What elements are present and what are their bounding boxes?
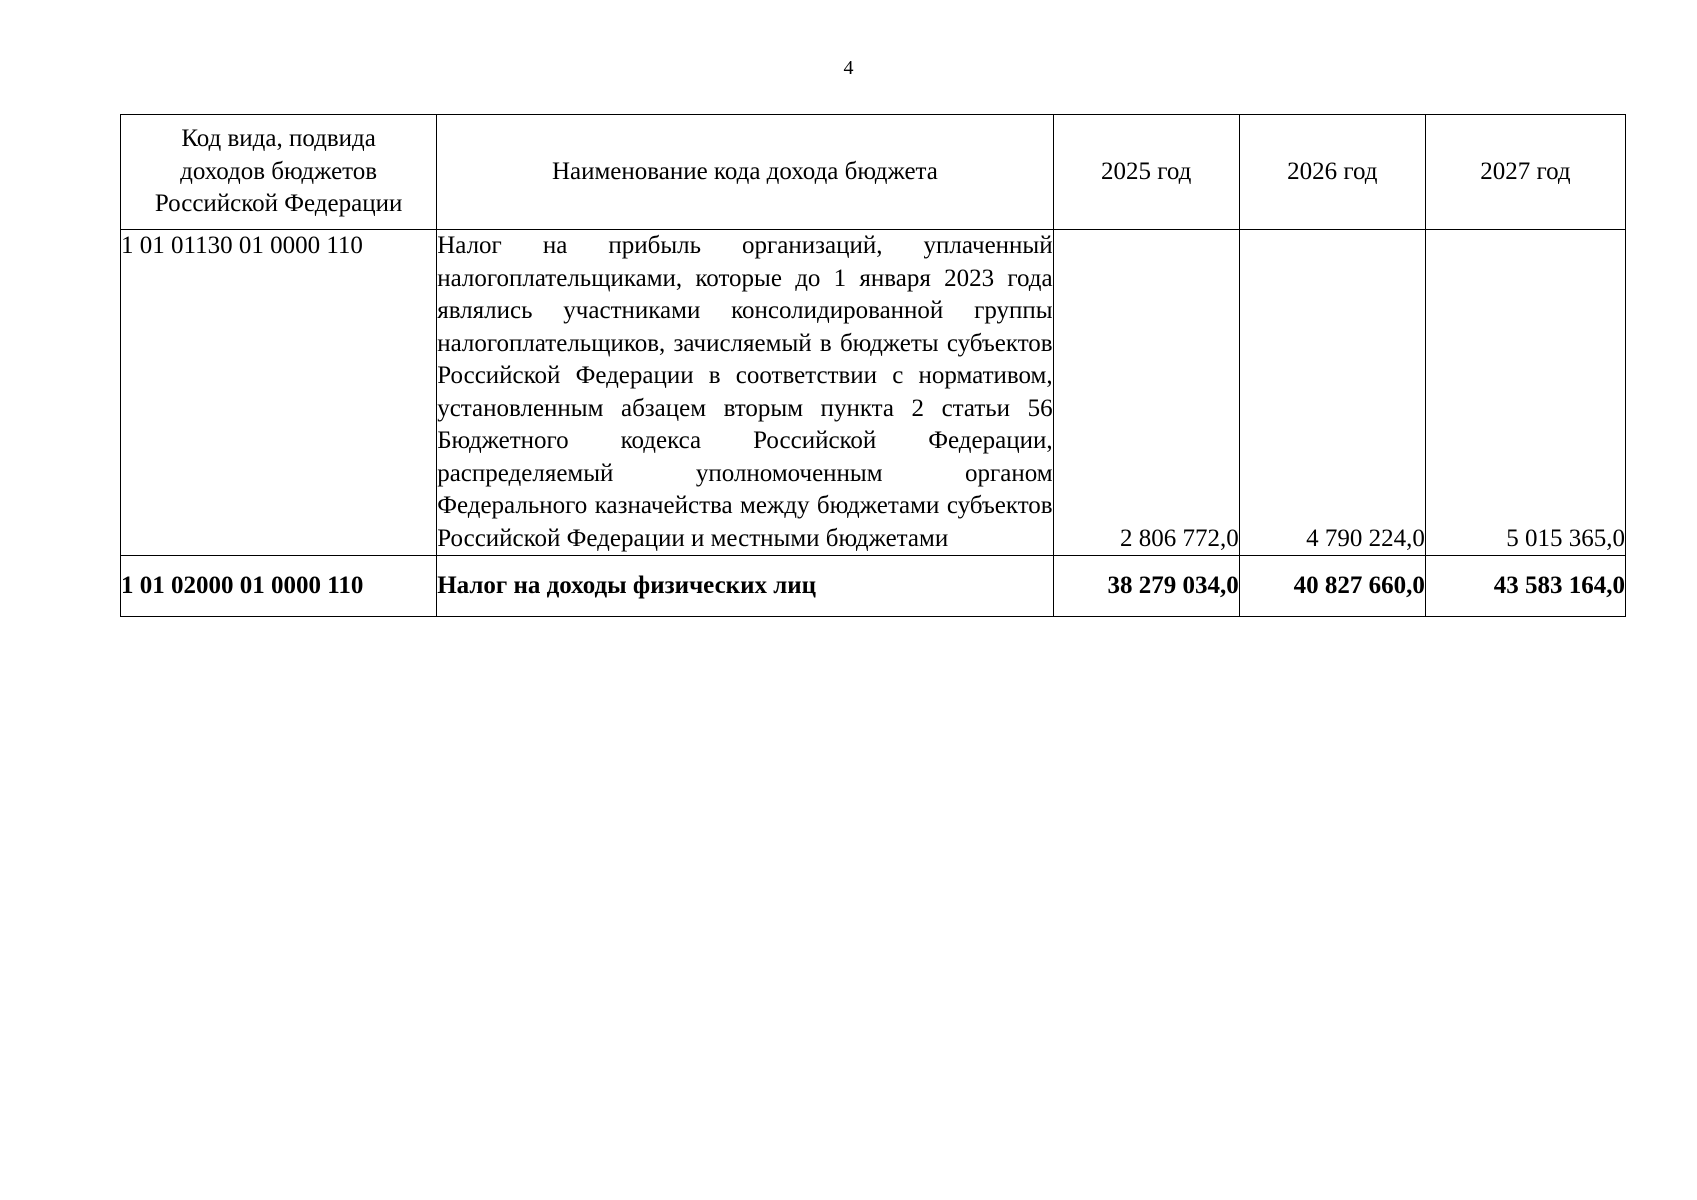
row-value-2026: 40 827 660,0	[1239, 556, 1425, 617]
row-code: 1 01 01130 01 0000 110	[121, 230, 437, 556]
row-value-2027: 5 015 365,0	[1425, 230, 1625, 556]
header-year-2026: 2026 год	[1239, 115, 1425, 230]
table-row	[121, 230, 1626, 556]
header-year-2025: 2025 год	[1053, 115, 1239, 230]
page-number: 4	[843, 57, 854, 79]
table-header-row	[121, 115, 1626, 230]
row-value-2025: 38 279 034,0	[1053, 556, 1239, 617]
row-name: Налог на прибыль организаций, уплаченный налогоплательщиками, которые до 1 января 2023 года являлись участниками консолидированной группы налогоплательщиков, зачисляемый в бюджеты субъектов Российской Федерации в соответствии с нормативом, установленным абзацем вторым пункта 2 статьи 56 Бюджетного кодекса Российской Федерации, распределяемый уполномоченным органом Федерального казначейства между бюджетами субъектов Российской Федерации и местными бюджетами	[437, 230, 1053, 556]
row-value-2027: 43 583 164,0	[1425, 556, 1625, 617]
row-code: 1 01 02000 01 0000 110	[121, 556, 437, 617]
header-code-line: Код вида, подвида	[181, 125, 376, 153]
header-code	[121, 115, 437, 230]
budget-revenue-table	[120, 114, 1626, 617]
row-value-2025: 2 806 772,0	[1053, 230, 1239, 556]
header-code-line: доходов бюджетов	[180, 157, 378, 185]
header-year-2027: 2027 год	[1425, 115, 1625, 230]
row-name: Налог на доходы физических лиц	[437, 556, 1053, 617]
header-name: Наименование кода дохода бюджета	[437, 115, 1053, 230]
row-value-2026: 4 790 224,0	[1239, 230, 1425, 556]
table-row	[121, 556, 1626, 617]
header-code-line: Российской Федерации	[154, 190, 403, 218]
